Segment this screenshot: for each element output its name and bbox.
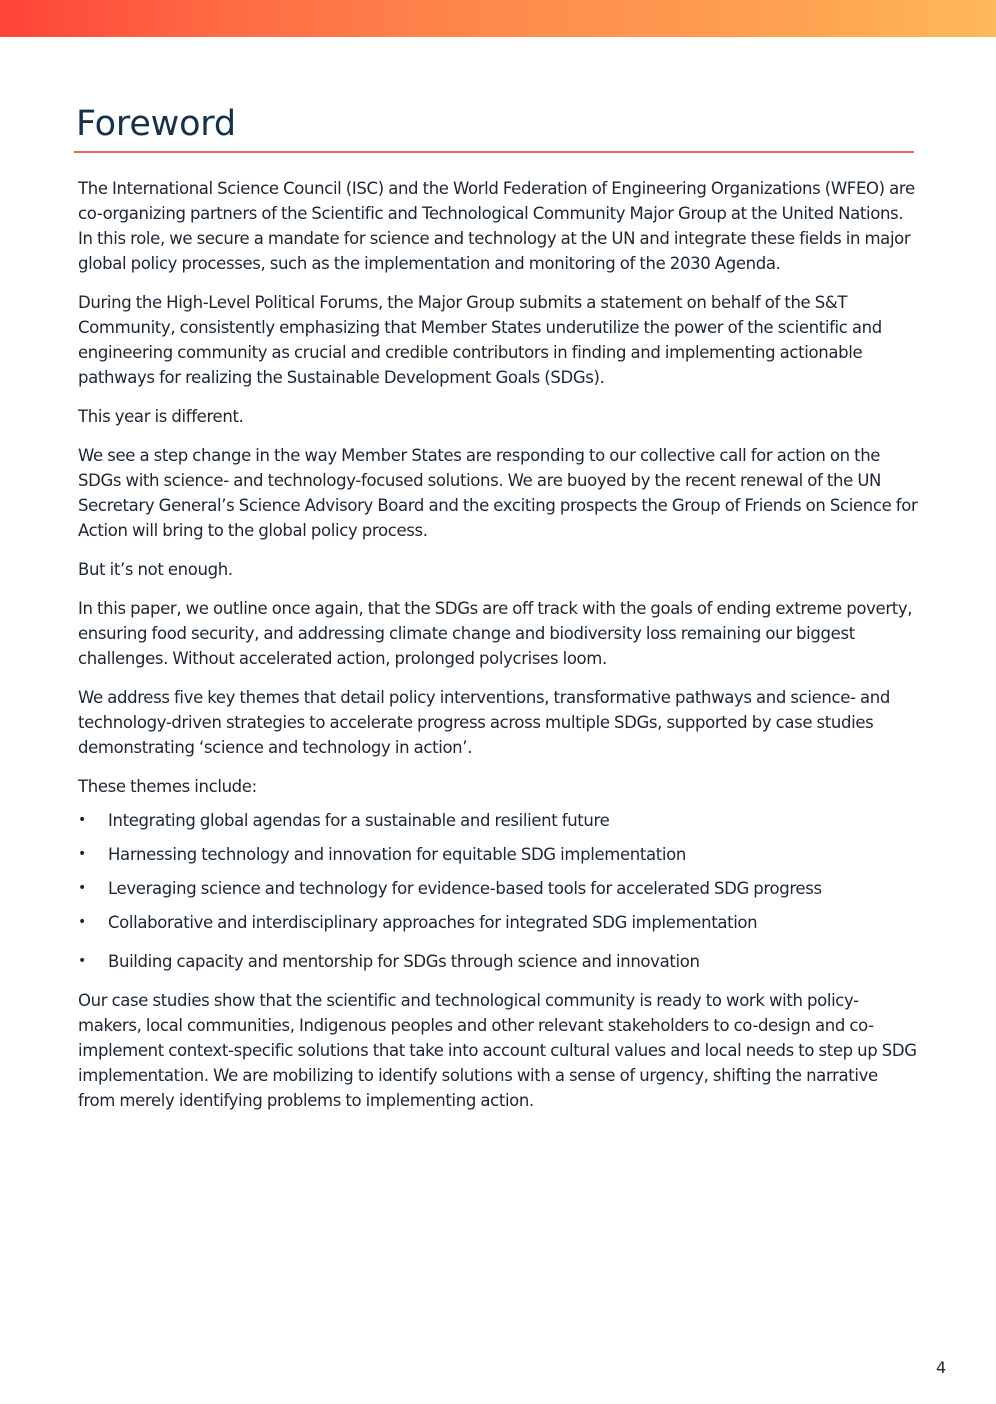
themes-list (78, 808, 918, 974)
bullet-icon: • (78, 953, 86, 969)
title-underline-rule (74, 151, 914, 153)
bullet-icon: • (78, 914, 86, 930)
paragraph-step-change: We see a step change in the way Member States are responding to our collective call for action on the SDGs with science- and technology-focused solutions. We are buoyed by the recent renewal of the UN Secretary General’s Science Advisory Board and the exciting prospects the Group of Friends on Science for Action will bring to the global policy process. (78, 446, 918, 540)
paragraph-this-year: This year is different. (78, 407, 244, 426)
list-item (78, 876, 918, 901)
page-title: Foreword (76, 104, 236, 144)
theme-text: Leveraging science and technology for evidence-based tools for accelerated SDG progress (108, 879, 822, 898)
foreword-body (78, 176, 918, 1127)
paragraph-closing: Our case studies show that the scientific and technological community is ready to work with policy-makers, local communities, Indigenous peoples and other relevant stakeholders to co-design and co-implement context-specific solutions that take into account cultural values and local needs to step up SDG implementation. We are mobilizing to identify solutions with a sense of urgency, shifting the narrative from merely identifying problems to implementing action. (78, 991, 917, 1110)
paragraph-off-track: In this paper, we outline once again, that the SDGs are off track with the goals of ending extreme poverty, ensuring food security, and addressing climate change and biodiversity loss remaining our biggest challenges. Without accelerated action, prolonged polycrises loom. (78, 599, 913, 668)
theme-text: Harnessing technology and innovation for equitable SDG implementation (108, 845, 686, 864)
bullet-icon: • (78, 880, 86, 896)
theme-text: Collaborative and interdisciplinary approaches for integrated SDG implementation (108, 913, 758, 932)
paragraph-hlpf: During the High-Level Political Forums, the Major Group submits a statement on behalf of the S&T Community, consistently emphasizing that Member States underutilize the power of the scientific and engineering community as crucial and credible contributors in finding and implementing actionable pathways for realizing the Sustainable Development Goals (SDGs). (78, 293, 882, 387)
bullet-icon: • (78, 846, 86, 862)
theme-text: Integrating global agendas for a sustainable and resilient future (108, 811, 610, 830)
list-item (78, 949, 918, 974)
paragraph-intro: The International Science Council (ISC) and the World Federation of Engineering Organizations (WFEO) are co-organizing partners of the Scientific and Technological Community Major Group at the United Nations. In this role, we secure a mandate for science and technology at the UN and integrate these fields in major global policy processes, such as the implementation and monitoring of the 2030 Agenda. (78, 179, 915, 273)
page-number: 4 (936, 1358, 947, 1377)
paragraph-not-enough: But it’s not enough. (78, 560, 233, 579)
paragraph-themes-include: These themes include: (78, 777, 257, 796)
theme-text: Building capacity and mentorship for SDGs through science and innovation (108, 952, 700, 971)
bullet-icon: • (78, 812, 86, 828)
paragraph-five-themes: We address five key themes that detail policy interventions, transformative pathways and science- and technology-driven strategies to accelerate progress across multiple SDGs, supported by case studies demonstrating ‘science and technology in action’. (78, 688, 891, 757)
list-item (78, 808, 918, 833)
list-item (78, 842, 918, 867)
header-accent-bar (0, 0, 996, 37)
list-item (78, 910, 918, 935)
